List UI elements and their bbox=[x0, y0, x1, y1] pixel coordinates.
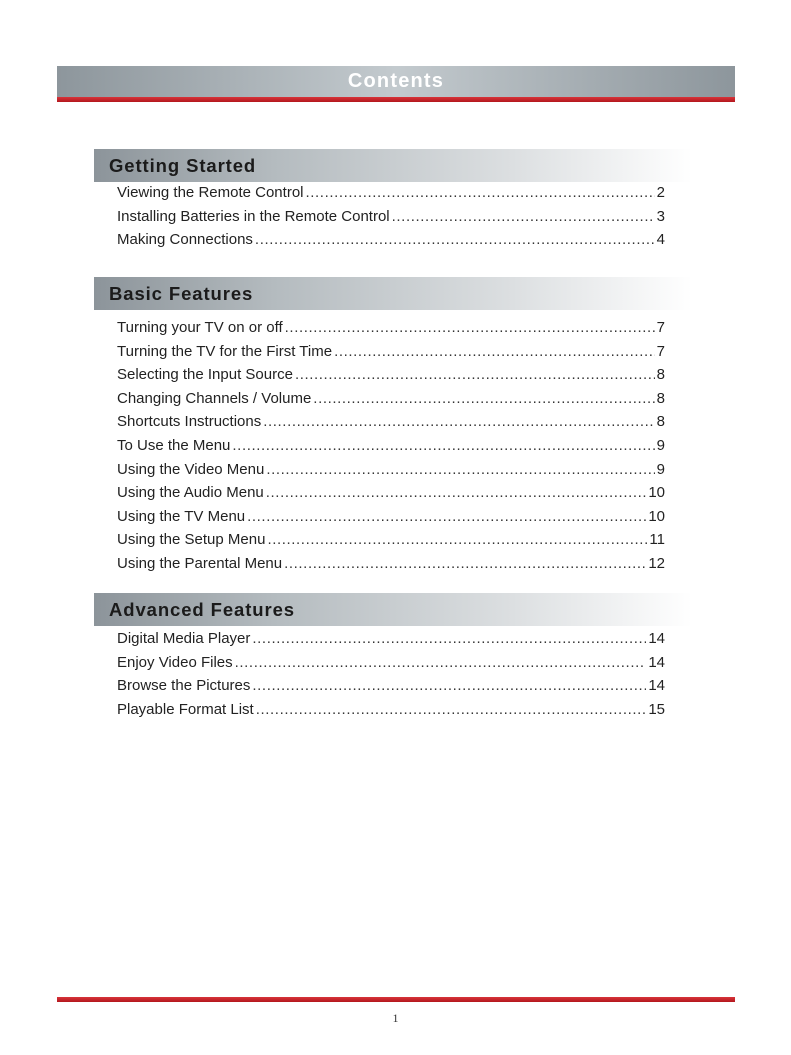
toc-entry-page: 14 bbox=[648, 677, 665, 695]
dot-leader bbox=[267, 531, 647, 548]
toc-entry-label: Using the Video Menu bbox=[117, 460, 265, 478]
toc-entry-label: Installing Batteries in the Remote Control bbox=[117, 207, 390, 225]
toc-entry-label: Turning your TV on or off bbox=[117, 319, 283, 336]
dot-leader bbox=[392, 208, 655, 225]
toc-entry-page: 8 bbox=[656, 366, 665, 384]
toc-entry-page: 7 bbox=[656, 342, 665, 360]
toc-entry-label: Using the Parental Menu bbox=[117, 554, 283, 572]
toc-entry-label: Selecting the Input Source bbox=[117, 366, 293, 384]
toc-entry[interactable] bbox=[117, 654, 665, 678]
dot-leader bbox=[252, 677, 646, 694]
toc-entry[interactable] bbox=[117, 231, 665, 255]
toc-entry[interactable] bbox=[117, 343, 665, 367]
section-header-advanced-features bbox=[94, 593, 692, 626]
contents-title-bar bbox=[57, 66, 735, 97]
dot-leader bbox=[313, 390, 654, 407]
dot-leader bbox=[235, 654, 647, 671]
toc-entry-page: 7 bbox=[656, 319, 665, 336]
toc-entry-label: Using the Setup Menu bbox=[117, 531, 266, 549]
toc-entry-page: 12 bbox=[648, 554, 665, 572]
toc-entry-label: To Use the Menu bbox=[117, 436, 231, 454]
toc-entry-label: Viewing the Remote Control bbox=[117, 184, 304, 201]
dot-leader bbox=[266, 461, 654, 478]
toc-entry-label: Shortcuts Instructions bbox=[117, 413, 262, 431]
toc-entry[interactable] bbox=[117, 461, 665, 485]
title-divider bbox=[57, 97, 735, 102]
toc-list-basic-features bbox=[117, 319, 665, 579]
dot-leader bbox=[306, 184, 655, 201]
section-header-getting-started bbox=[94, 149, 692, 182]
toc-entry[interactable] bbox=[117, 437, 665, 461]
dot-leader bbox=[252, 630, 646, 647]
dot-leader bbox=[232, 437, 654, 454]
dot-leader bbox=[263, 413, 654, 430]
dot-leader bbox=[255, 231, 655, 248]
section-heading: Advanced Features bbox=[109, 598, 295, 620]
section-heading: Basic Features bbox=[109, 282, 254, 304]
toc-entry-label: Playable Format List bbox=[117, 700, 254, 718]
section-header-basic-features bbox=[94, 277, 692, 310]
toc-entry-page: 10 bbox=[648, 484, 665, 502]
dot-leader bbox=[247, 508, 646, 525]
toc-entry[interactable] bbox=[117, 508, 665, 532]
toc-entry-page: 3 bbox=[656, 207, 665, 225]
toc-entry-label: Digital Media Player bbox=[117, 630, 251, 647]
toc-entry[interactable] bbox=[117, 677, 665, 701]
toc-entry[interactable] bbox=[117, 484, 665, 508]
toc-entry-page: 2 bbox=[656, 184, 665, 201]
toc-entry-page: 9 bbox=[656, 460, 665, 478]
toc-entry-label: Changing Channels / Volume bbox=[117, 389, 312, 407]
dot-leader bbox=[285, 319, 655, 336]
toc-entry[interactable] bbox=[117, 184, 665, 208]
toc-entry-label: Making Connections bbox=[117, 231, 253, 249]
dot-leader bbox=[256, 701, 647, 718]
toc-entry-label: Enjoy Video Files bbox=[117, 653, 233, 671]
toc-entry[interactable] bbox=[117, 630, 665, 654]
toc-list-advanced-features bbox=[117, 630, 665, 724]
toc-entry-page: 14 bbox=[648, 653, 665, 671]
toc-list-getting-started bbox=[117, 184, 665, 255]
toc-entry-page: 15 bbox=[648, 700, 665, 718]
toc-entry[interactable] bbox=[117, 701, 665, 725]
section-heading: Getting Started bbox=[109, 154, 257, 176]
toc-entry-page: 8 bbox=[656, 389, 665, 407]
toc-entry[interactable] bbox=[117, 531, 665, 555]
footer-divider bbox=[57, 997, 735, 1002]
toc-entry-page: 9 bbox=[656, 436, 665, 454]
toc-entry-page: 10 bbox=[648, 507, 665, 525]
toc-entry[interactable] bbox=[117, 413, 665, 437]
toc-entry-label: Using the Audio Menu bbox=[117, 484, 264, 502]
page-number: 1 bbox=[392, 1011, 399, 1025]
toc-entry-page: 11 bbox=[649, 531, 665, 549]
dot-leader bbox=[284, 555, 646, 572]
dot-leader bbox=[334, 343, 655, 360]
toc-entry-label: Using the TV Menu bbox=[117, 507, 246, 525]
toc-entry[interactable] bbox=[117, 208, 665, 232]
toc-entry[interactable] bbox=[117, 319, 665, 343]
toc-entry-page: 14 bbox=[648, 630, 665, 647]
page-title: Contents bbox=[347, 70, 445, 92]
toc-entry[interactable] bbox=[117, 366, 665, 390]
dot-leader bbox=[266, 484, 647, 501]
toc-entry[interactable] bbox=[117, 390, 665, 414]
dot-leader bbox=[295, 366, 655, 383]
toc-entry-page: 8 bbox=[656, 413, 665, 431]
toc-entry-label: Browse the Pictures bbox=[117, 677, 251, 695]
toc-entry-label: Turning the TV for the First Time bbox=[117, 342, 333, 360]
toc-entry-page: 4 bbox=[656, 231, 665, 249]
toc-entry[interactable] bbox=[117, 555, 665, 579]
